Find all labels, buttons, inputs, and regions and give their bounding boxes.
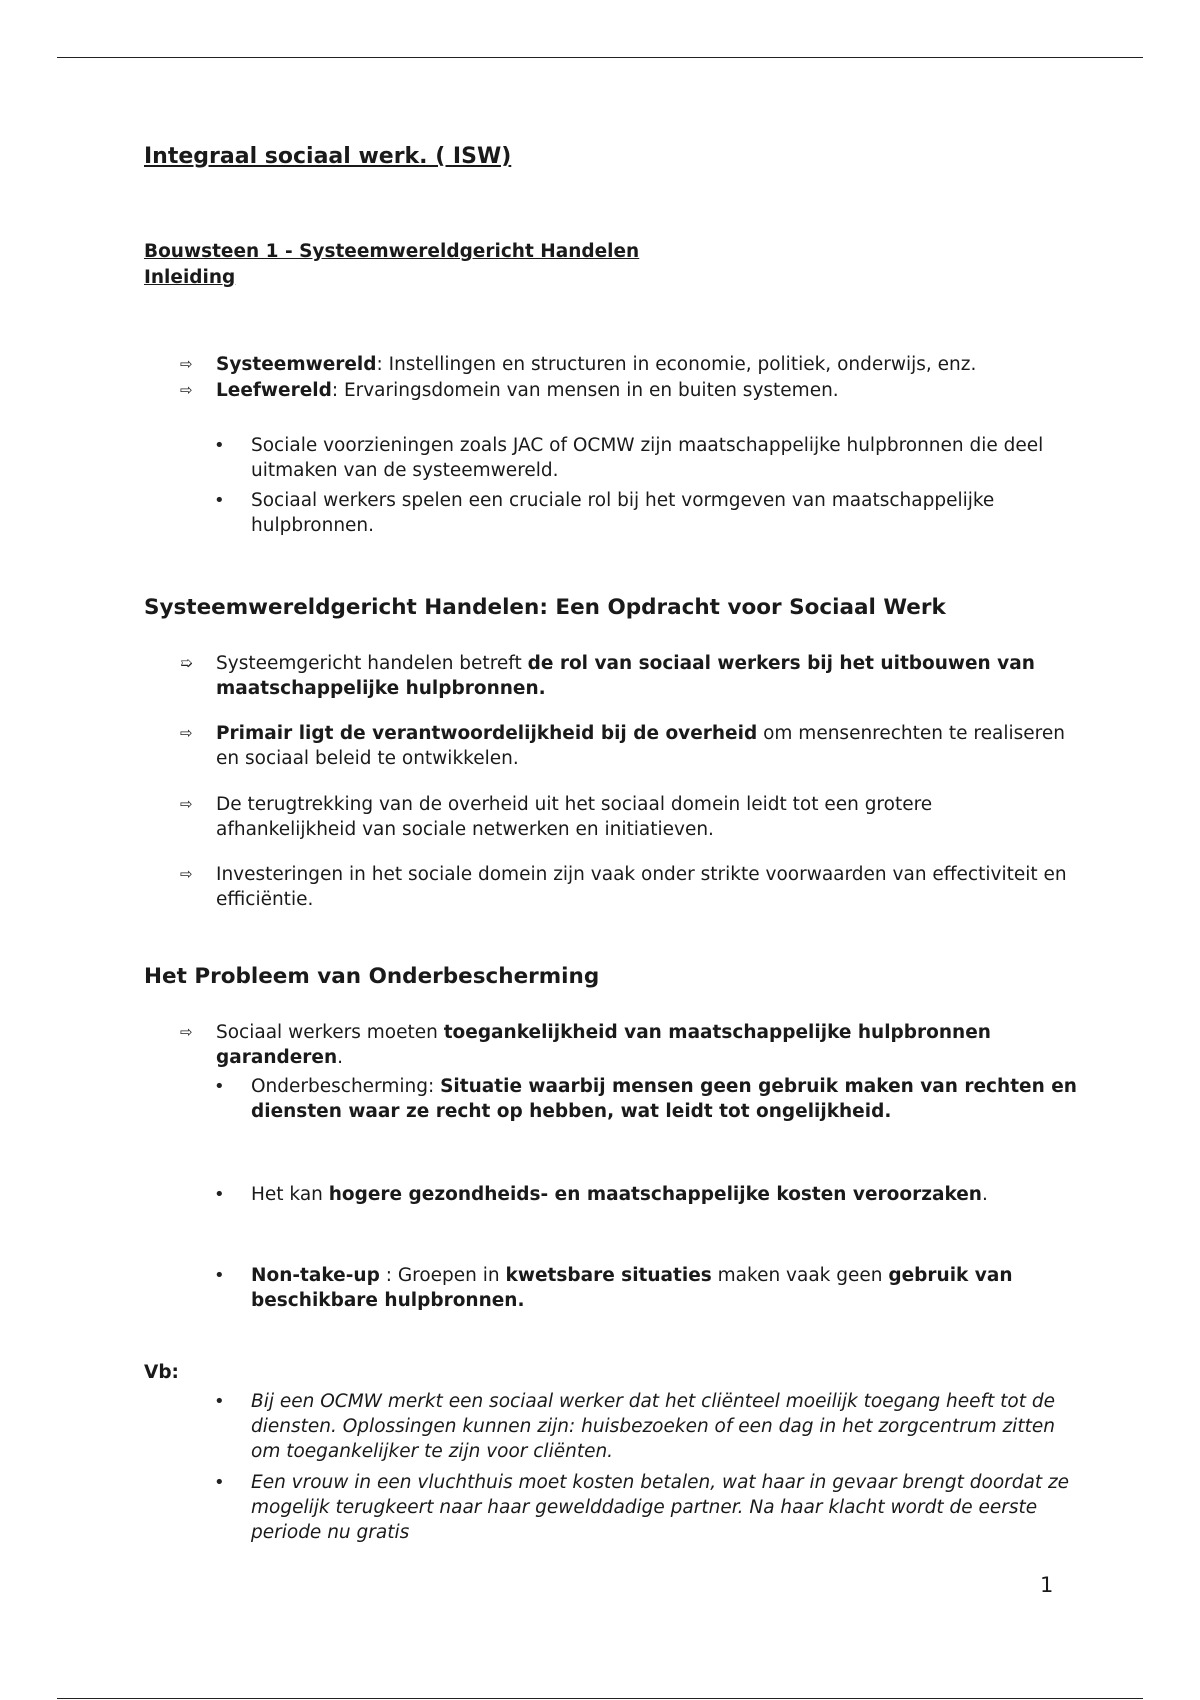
list-item: ⇨ Primair ligt de verantwoordelijkheid bij de overheid om mensenrechten te realiseren en sociaal beleid te ontwikkelen. [180, 723, 1065, 769]
list-item: • Non-take-up : Groepen in kwetsbare situaties maken vaak geen gebruik van beschikbare hulpbronnen. [214, 1265, 1013, 1311]
list-item: • Bij een OCMW merkt een sociaal werker dat het cliënteel moeilijk toegang heeft tot de diensten. Oplossingen kunnen zijn: huisbezoeken of een dag in het zorgcentrum zitten om toegankelijker te zijn voor cliënten. [214, 1391, 1056, 1462]
bullet-icon: • [214, 1265, 225, 1286]
bullet-icon: • [214, 1472, 225, 1493]
bullet-icon: • [214, 435, 225, 456]
arrow-right-icon: ⇨ [180, 381, 193, 399]
examples-label: Vb: [144, 1362, 179, 1383]
list-item: ⇨ Systeemwereld: Instellingen en structuren in economie, politiek, onderwijs, enz. [180, 354, 977, 375]
bullet-icon: • [214, 1391, 225, 1412]
list-item: • Onderbescherming: Situatie waarbij mensen geen gebruik maken van rechten en diensten waar ze recht op hebben, wat leidt tot ongelijkheid. [214, 1076, 1077, 1122]
footer-rule [57, 1698, 1143, 1699]
list-item: • Sociale voorzieningen zoals JAC of OCMW zijn maatschappelijke hulpbronnen die deel uitmaken van de systeemwereld. [214, 435, 1044, 481]
bullet-icon: • [214, 1184, 225, 1205]
term: Systeemwereld [216, 354, 377, 375]
arrow-right-icon: ⇨ [180, 795, 193, 813]
arrow-right-icon: ➯ [180, 654, 193, 672]
list-item: ➯ Systeemgericht handelen betreft de rol van sociaal werkers bij het uitbouwen van maatschappelijke hulpbronnen. [180, 653, 1035, 699]
section-heading-onderbescherming: Het Probleem van Onderbescherming [144, 964, 600, 989]
section-heading-systeemwereldgericht: Systeemwereldgericht Handelen: Een Opdracht voor Sociaal Werk [144, 595, 946, 620]
list-item: ⇨ Leefwereld: Ervaringsdomein van mensen in en buiten systemen. [180, 380, 839, 401]
list-item: • Een vrouw in een vluchthuis moet kosten betalen, wat haar in gevaar brengt doordat ze mogelijk terugkeert naar haar gewelddadige partner. Na haar klacht wordt de eerste periode nu gratis [214, 1472, 1070, 1543]
arrow-right-icon: ⇨ [180, 724, 193, 742]
term: Leefwereld [216, 380, 332, 401]
arrow-right-icon: ⇨ [180, 865, 193, 883]
list-item: ⇨ Sociaal werkers moeten toegankelijkheid van maatschappelijke hulpbronnen garanderen. [180, 1022, 991, 1068]
bullet-icon: • [214, 1076, 225, 1097]
arrow-right-icon: ⇨ [180, 355, 193, 373]
bullet-icon: • [214, 490, 225, 511]
list-item: ⇨ Investeringen in het sociale domein zijn vaak onder strikte voorwaarden van effectiviteit en efficiëntie. [180, 864, 1067, 910]
list-item: • Het kan hogere gezondheids- en maatschappelijke kosten veroorzaken. [214, 1184, 988, 1205]
inleiding-heading: Inleiding [144, 267, 236, 288]
bouwsteen-heading: Bouwsteen 1 - Systeemwereldgericht Handelen [144, 241, 640, 262]
header-rule [57, 57, 1143, 58]
page-number: 1 [1040, 1573, 1054, 1597]
document-title: Integraal sociaal werk. ( ISW) [144, 144, 512, 169]
list-item: • Sociaal werkers spelen een cruciale rol bij het vormgeven van maatschappelijke hulpbronnen. [214, 490, 995, 536]
list-item: ⇨ De terugtrekking van de overheid uit het sociaal domein leidt tot een grotere afhankelijkheid van sociale netwerken en initiatieven. [180, 794, 933, 840]
arrow-right-icon: ⇨ [180, 1023, 193, 1041]
